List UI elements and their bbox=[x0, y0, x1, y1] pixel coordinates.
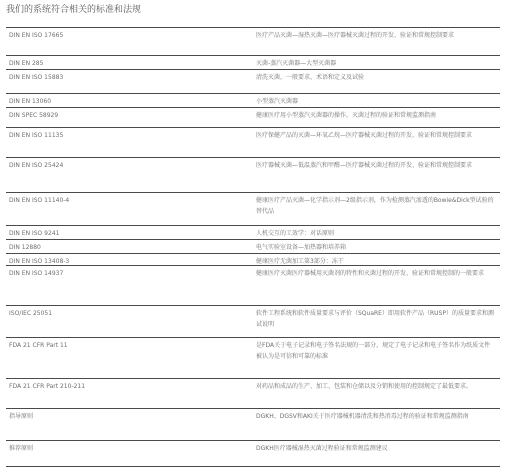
standard-description: 医疗保健产品的灭菌—环氧乙烷—医疗器械灭菌过程的开发、验证和常规控制要求 bbox=[256, 132, 473, 139]
table-row bbox=[6, 107, 500, 119]
standard-code: DIN EN ISO 14937 bbox=[9, 270, 64, 277]
table-row bbox=[6, 305, 500, 328]
table-row bbox=[6, 192, 500, 215]
standard-code: 推荐原则 bbox=[9, 445, 34, 452]
standard-code: FDA 21 CFR Part 210-211 bbox=[9, 383, 86, 390]
table-row bbox=[6, 225, 500, 237]
standard-description: 对药品和成品的生产、加工、包装和仓储以及分销和使用的控制规定了最低要求。 bbox=[256, 383, 473, 390]
table-row bbox=[6, 93, 500, 105]
standard-description: 小型蒸汽灭菌器 bbox=[256, 98, 299, 105]
standard-code: DIN EN 13060 bbox=[9, 98, 52, 105]
standard-description: 健康医疗灭菌医疗器械用灭菌剂的特性和灭菌过程的开发、验证和常规控制的一般要求 bbox=[256, 270, 485, 277]
table-row bbox=[6, 239, 500, 251]
table-row bbox=[6, 337, 500, 360]
standard-description: 健康医疗无菌加工第3部分：冻干 bbox=[256, 258, 344, 265]
standard-code: DIN EN ISO 11140-4 bbox=[9, 197, 70, 204]
table-row bbox=[6, 253, 500, 265]
table-bottom-rule bbox=[6, 466, 500, 467]
standard-code: DIN EN ISO 15883 bbox=[9, 74, 64, 81]
standard-description: 医疗产品灭菌—湿热灭菌—医疗器械灭菌过程的开发、验证和常规控制要求 bbox=[256, 32, 455, 39]
standard-code: ISO/IEC 25051 bbox=[9, 310, 53, 317]
table-row bbox=[6, 440, 500, 452]
standard-description: 软件工程系统和软件质量要求与评价（SQuaRE）即用软件产品（RUSP）的质量要求和测试说明 bbox=[256, 310, 494, 328]
table-row bbox=[6, 265, 500, 277]
standard-code: DIN EN ISO 11135 bbox=[9, 132, 64, 139]
standard-code: FDA 21 CFR Part 11 bbox=[9, 342, 68, 349]
standard-code: DIN EN ISO 9241 bbox=[9, 230, 60, 237]
standard-description: DGKH医疗器械湿热灭菌过程验证和常规监测建议 bbox=[256, 445, 388, 452]
table-row bbox=[6, 55, 500, 67]
table-row bbox=[6, 157, 500, 169]
standard-description: 是FDA关于电子记录和电子签名法规的一部分，规定了电子记录和电子签名作为纸质文件被认为是可信和可靠的标准 bbox=[256, 342, 491, 360]
standard-description: 清洗灭菌，一般要求，术语和定义及试验 bbox=[256, 74, 365, 81]
standard-code: DIN 12880 bbox=[9, 244, 41, 251]
standard-description: 医疗器械灭菌—低温蒸汽和甲醛—医疗器械灭菌过程的开发、验证和常规控制要求 bbox=[256, 162, 473, 169]
standard-code: DIN EN ISO 17665 bbox=[9, 32, 64, 39]
page-title: 我们的系统符合相关的标准和法规 bbox=[6, 5, 142, 15]
standard-code: DIN EN 285 bbox=[9, 60, 44, 67]
standard-description: 健康医疗用小型蒸汽灭菌器的操作，灭菌过程的验证和常规监测指南 bbox=[256, 112, 437, 119]
table-row bbox=[6, 408, 500, 420]
table-row bbox=[6, 27, 500, 39]
standard-code: 指导原则 bbox=[9, 413, 34, 420]
standard-code: DIN EN ISO 13408-3 bbox=[9, 258, 70, 265]
standard-code: DIN SPEC 58929 bbox=[9, 112, 59, 119]
standard-description: 人机交互的工效学：对话原则 bbox=[256, 230, 335, 237]
standard-description: 灭菌-蒸汽灭菌器—大型灭菌器 bbox=[256, 60, 337, 67]
standard-description: 健康医疗产品灭菌—化学指示剂—2级指示剂，作为检测蒸汽渗透的Bowie&Dick型试验的替代品 bbox=[256, 197, 494, 215]
table-row bbox=[6, 127, 500, 139]
table-row bbox=[6, 69, 500, 81]
standard-description: DGKH、DGSV和AKI关于医疗器械机器清洗和热消毒过程的验证和常规监测指南 bbox=[256, 413, 469, 420]
standard-description: 电气实验室设备—加热器和培养箱 bbox=[256, 244, 347, 251]
table-row bbox=[6, 378, 500, 390]
standard-code: DIN EN ISO 25424 bbox=[9, 162, 64, 169]
